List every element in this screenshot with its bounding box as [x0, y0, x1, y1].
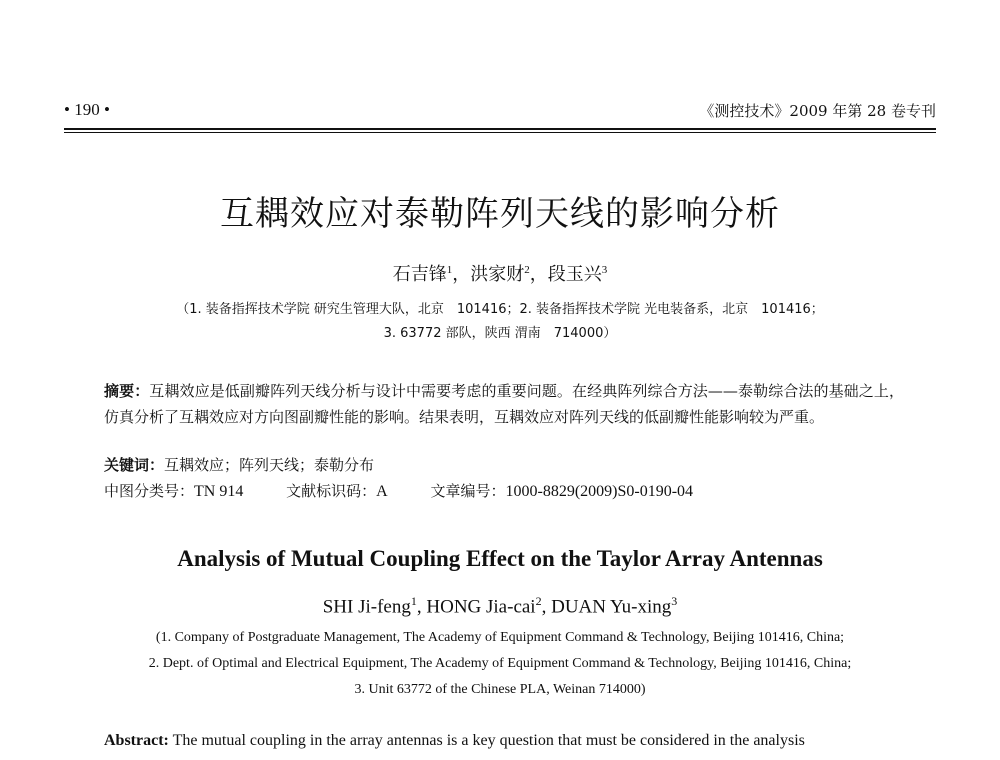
- author-name: 段玉兴: [547, 264, 602, 285]
- author-name: 洪家财: [470, 264, 525, 285]
- article-number-label: 文章编号：: [430, 482, 506, 500]
- abstract-english-text: The mutual coupling in the array antennas is a key question that must be considered in the analysis: [172, 732, 805, 749]
- clc-label: 中图分类号：: [104, 482, 195, 500]
- author-affil-mark: 2: [535, 594, 542, 608]
- author-affil-mark: 3: [671, 594, 678, 608]
- affiliation-english-line3: 3. Unit 63772 of the Chinese PLA, Weinan 714000): [354, 682, 646, 697]
- doc-code-value: A: [376, 483, 388, 500]
- abstract-chinese: [104, 378, 904, 430]
- author-separator: ，: [529, 264, 548, 285]
- abstract-chinese-label: 摘要：: [104, 382, 150, 400]
- keywords-label: 关键词：: [104, 456, 165, 474]
- affiliation-english-line2: 2. Dept. of Optimal and Electrical Equipment, The Academy of Equipment Command & Technology, Beijing 101416, China;: [148, 656, 852, 671]
- author-affil-mark: 1: [446, 264, 453, 276]
- author-affil-mark: 2: [524, 264, 530, 276]
- abstract-english-label: Abstract:: [104, 732, 169, 749]
- authors-english: [0, 594, 1000, 618]
- affiliation-chinese-line2: 3. 63772 部队，陕西 渭南 714000）: [383, 326, 617, 341]
- title-chinese: 互耦效应对泰勒阵列天线的影响分析: [220, 194, 780, 234]
- keywords-text: 互耦效应；阵列天线；泰勒分布: [164, 456, 375, 474]
- article-number-value: 1000-8829(2009)S0-0190-04: [505, 483, 694, 500]
- classification-line: [104, 480, 904, 501]
- authors-chinese: [0, 260, 1000, 286]
- abstract-chinese-text: 互耦效应是低副瓣阵列天线分析与设计中需要考虑的重要问题。在经典阵列综合方法——泰勒综合法的基础之上，仿真分析了互耦效应对方向图副瓣性能的影响。结果表明，互耦效应对阵列天线的低副瓣性能影响较为严重。: [104, 382, 904, 426]
- author-affil-mark: 3: [601, 264, 608, 276]
- title-english: Analysis of Mutual Coupling Effect on the Taylor Array Antennas: [177, 546, 823, 571]
- author-name: SHI Ji-feng: [322, 596, 411, 618]
- keywords-chinese: [104, 454, 374, 475]
- page-number: • 190 •: [64, 100, 110, 119]
- author-separator: ,: [541, 596, 552, 618]
- document-code: [286, 482, 388, 500]
- article-number: [430, 482, 693, 500]
- author-separator: ，: [452, 264, 471, 285]
- journal-name: 《测控技术》2009 年第 28 卷专刊: [699, 102, 936, 120]
- running-header: [64, 96, 936, 122]
- author-name: DUAN Yu-xing: [551, 596, 672, 618]
- clc-value: TN 914: [194, 483, 244, 500]
- abstract-english: [104, 732, 924, 750]
- header-rule-thick: [64, 128, 936, 130]
- author-affil-mark: 1: [410, 594, 417, 608]
- doc-code-label: 文献标识码：: [286, 482, 377, 500]
- author-separator: ,: [416, 596, 427, 618]
- author-name: 石吉锋: [392, 264, 447, 285]
- clc-number: [104, 482, 243, 500]
- header-rule-thin: [64, 132, 936, 133]
- affiliation-chinese-line1: （1. 装备指挥技术学院 研究生管理大队，北京 101416；2. 装备指挥技术学院 光电装备系，北京 101416；: [176, 302, 824, 317]
- author-name: HONG Jia-cai: [426, 596, 536, 618]
- affiliation-english-line1: (1. Company of Postgraduate Management, The Academy of Equipment Command & Technology, Beijing 101416, China;: [155, 630, 845, 645]
